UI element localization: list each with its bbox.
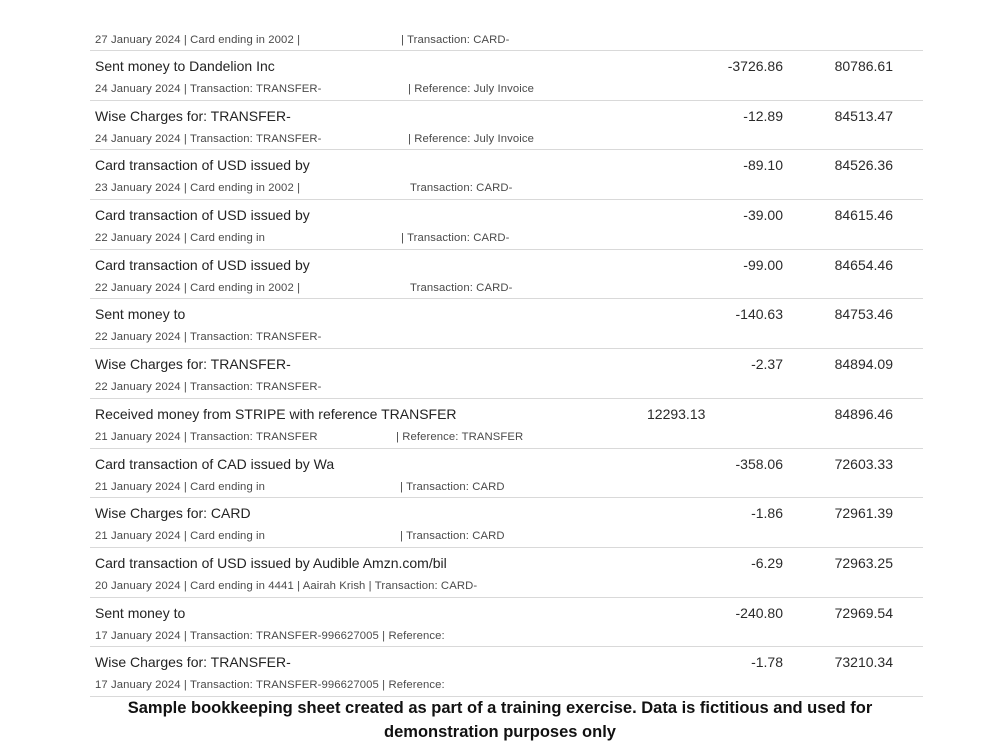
caption-line: demonstration purposes only <box>384 723 616 741</box>
amount: -358.06 <box>735 455 783 472</box>
balance: 73210.34 <box>834 654 893 671</box>
meta-part: | Reference: TRANSFER <box>396 430 524 443</box>
amount: -89.10 <box>743 157 783 174</box>
disclaimer-caption <box>0 696 1000 744</box>
meta-part: 22 January 2024 | Card ending in 2002 | <box>95 281 301 294</box>
meta-part: | Reference: July Invoice <box>408 83 534 95</box>
amount: -12.89 <box>743 107 783 124</box>
balance: 84526.36 <box>834 157 893 174</box>
balance: 72961.39 <box>834 505 893 522</box>
transaction-description: Sent money to <box>95 604 186 621</box>
meta-part: Transaction: CARD- <box>410 182 513 195</box>
amount: -6.29 <box>751 554 783 571</box>
meta-part: 21 January 2024 | Card ending in <box>95 530 266 543</box>
transaction-description: Wise Charges for: TRANSFER- <box>95 107 291 124</box>
balance: 84513.47 <box>834 107 893 124</box>
transaction-row <box>90 647 923 697</box>
amount: -39.00 <box>743 207 783 224</box>
balance: 80786.61 <box>834 58 893 74</box>
transaction-row <box>90 200 923 250</box>
balance: 84654.46 <box>834 256 893 273</box>
incoming-amount: 12293.13 <box>647 405 706 422</box>
meta-part: | Transaction: CARD- <box>401 232 510 245</box>
meta-part: 27 January 2024 | Card ending in 2002 | <box>95 34 301 46</box>
transaction-row <box>90 27 923 51</box>
transaction-description: Card transaction of USD issued by Audible Amzn.com/bil <box>95 554 447 571</box>
transaction-description: Card transaction of USD issued by <box>95 207 310 224</box>
meta-part: 17 January 2024 | Transaction: TRANSFER-996627005 | Reference: <box>95 629 445 642</box>
amount: -2.37 <box>751 356 783 373</box>
amount: -240.80 <box>735 604 783 621</box>
balance: 84894.09 <box>834 356 893 373</box>
amount: -1.78 <box>751 654 783 671</box>
meta-part: | Reference: July Invoice <box>408 132 534 145</box>
transaction-description: Sent money to <box>95 306 186 323</box>
transaction-row <box>90 101 923 151</box>
amount: -1.86 <box>751 505 783 522</box>
balance: 72969.54 <box>834 604 893 621</box>
meta-part: Transaction: CARD- <box>410 281 513 294</box>
transaction-description: Sent money to Dandelion Inc <box>95 58 275 74</box>
meta-part: 22 January 2024 | Transaction: TRANSFER- <box>95 331 322 344</box>
meta-part: 17 January 2024 | Transaction: TRANSFER-996627005 | Reference: <box>95 679 445 692</box>
meta-part: 22 January 2024 | Transaction: TRANSFER- <box>95 381 322 394</box>
transaction-description: Card transaction of USD issued by <box>95 256 310 273</box>
balance: 72603.33 <box>834 455 893 472</box>
transaction-row <box>90 449 923 499</box>
transaction-row <box>90 150 923 200</box>
meta-part: 24 January 2024 | Transaction: TRANSFER- <box>95 83 322 95</box>
meta-part: | Transaction: CARD- <box>401 34 510 46</box>
balance: 84896.46 <box>834 405 893 422</box>
meta-part: 22 January 2024 | Card ending in <box>95 232 266 245</box>
transaction-row <box>90 548 923 598</box>
transaction-description: Wise Charges for: TRANSFER- <box>95 654 291 671</box>
amount: -99.00 <box>743 256 783 273</box>
meta-part: 24 January 2024 | Transaction: TRANSFER- <box>95 132 322 145</box>
meta-part: | Transaction: CARD <box>400 530 505 543</box>
transaction-row <box>90 598 923 648</box>
meta-part: | Transaction: CARD <box>400 480 505 493</box>
transaction-description: Wise Charges for: CARD <box>95 505 251 522</box>
meta-part: 20 January 2024 | Card ending in 4441 | Aairah Krish | Transaction: CARD- <box>95 579 478 592</box>
transaction-row <box>90 299 923 349</box>
amount: -3726.86 <box>727 58 783 74</box>
balance: 84615.46 <box>834 207 893 224</box>
caption-line: Sample bookkeeping sheet created as part of a training exercise. Data is fictitious and used for <box>127 699 873 717</box>
transaction-description: Received money from STRIPE with reference TRANSFER <box>95 405 457 422</box>
transaction-row <box>90 51 923 101</box>
transaction-row <box>90 349 923 399</box>
transaction-description: Card transaction of CAD issued by Wa <box>95 455 335 472</box>
meta-part: 21 January 2024 | Card ending in <box>95 480 266 493</box>
amount: -140.63 <box>735 306 783 323</box>
meta-part: 21 January 2024 | Transaction: TRANSFER <box>95 430 318 443</box>
balance: 72963.25 <box>834 554 893 571</box>
transaction-row <box>90 250 923 300</box>
transaction-description: Wise Charges for: TRANSFER- <box>95 356 291 373</box>
transaction-statement <box>90 27 923 697</box>
balance: 84753.46 <box>834 306 893 323</box>
transaction-row <box>90 498 923 548</box>
transaction-description: Card transaction of USD issued by <box>95 157 310 174</box>
meta-part: 23 January 2024 | Card ending in 2002 | <box>95 182 301 195</box>
transaction-row <box>90 399 923 449</box>
